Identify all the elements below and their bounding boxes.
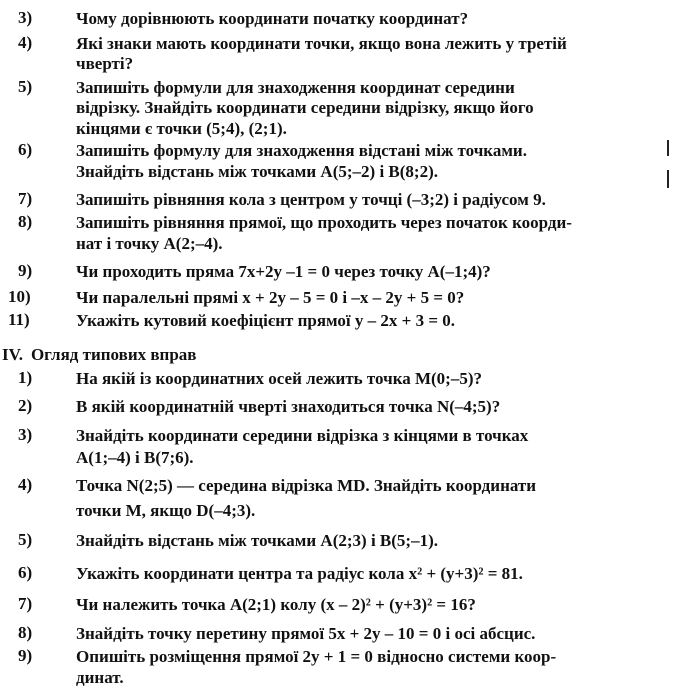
margin-mark xyxy=(667,170,669,188)
item-text-line: Укажіть кутовий коефіцієнт прямої y – 2x + 3 = 0. xyxy=(76,311,456,330)
item-text-line: На якій із координатних осей лежить точка M(0;–5)? xyxy=(76,369,483,388)
item-text-line: Запишіть формулу для знаходження відстані між точками. xyxy=(76,141,527,160)
item-number: 8) xyxy=(18,623,33,642)
item-text-line: Запишіть рівняння кола з центром у точці (–3;2) і радіусом 9. xyxy=(76,190,546,209)
item-text-line: нат і точку A(2;–4). xyxy=(76,234,223,253)
item-text-line: динат. xyxy=(76,668,124,687)
item-number: 3) xyxy=(18,8,33,27)
margin-mark xyxy=(667,140,669,156)
item-text-line: Укажіть координати центра та радіус кола x² + (y+3)² = 81. xyxy=(76,564,523,583)
item-number: 5) xyxy=(18,530,33,549)
item-text-line: A(1;–4) і B(7;6). xyxy=(76,448,194,467)
item-text-line: Чи належить точка A(2;1) колу (x – 2)² + (y+3)² = 16? xyxy=(76,595,476,614)
item-text-line: кінцями є точки (5;4), (2;1). xyxy=(76,119,287,138)
item-number: 1) xyxy=(18,368,33,387)
item-text-line: Знайдіть відстань між точками A(5;–2) і B(8;2). xyxy=(76,162,438,181)
section-title: Огляд типових вправ xyxy=(30,345,197,364)
item-number: 6) xyxy=(18,563,33,582)
item-text-line: Точка N(2;5) — середина відрізка MD. Знайдіть координати xyxy=(76,476,537,495)
item-text-line: точки M, якщо D(–4;3). xyxy=(76,501,256,520)
item-number: 11) xyxy=(8,310,30,329)
item-text-line: Знайдіть координати середини відрізка з кінцями в точках xyxy=(76,426,529,445)
item-text-line: В якій координатній чверті знаходиться точка N(–4;5)? xyxy=(76,397,501,416)
item-number: 9) xyxy=(18,646,33,665)
item-text-line: Запишіть рівняння прямої, що проходить через початок коорди- xyxy=(76,213,572,232)
item-number: 4) xyxy=(18,33,33,52)
section-heading xyxy=(2,344,196,366)
item-text-line: Які знаки мають координати точки, якщо вона лежить у третій xyxy=(76,34,567,53)
item-text-line: Чому дорівнюють координати початку координат? xyxy=(76,9,469,28)
item-number: 5) xyxy=(18,77,33,96)
item-number: 7) xyxy=(18,594,33,613)
item-text-line: Опишіть розміщення прямої 2y + 1 = 0 відносно системи коор- xyxy=(76,647,557,666)
item-number: 7) xyxy=(18,189,33,208)
section-number: IV. xyxy=(2,345,23,364)
item-number: 3) xyxy=(18,425,33,444)
item-text-line: Запишіть формули для знаходження координат середини xyxy=(76,78,515,97)
item-text-line: чверті? xyxy=(76,54,134,73)
item-number: 10) xyxy=(8,287,31,306)
item-text-line: Чи проходить пряма 7x+2y –1 = 0 через точку A(–1;4)? xyxy=(76,262,491,281)
item-number: 4) xyxy=(18,475,33,494)
item-text-line: відрізку. Знайдіть координати середини відрізку, якщо його xyxy=(76,98,534,117)
item-number: 9) xyxy=(18,261,33,280)
item-text-line: Знайдіть відстань між точками A(2;3) і B(5;–1). xyxy=(76,531,438,550)
item-text-line: Чи паралельні прямі x + 2y – 5 = 0 і –x – 2y + 5 = 0? xyxy=(76,288,465,307)
item-text-line: Знайдіть точку перетину прямої 5x + 2y – 10 = 0 і осі абсцис. xyxy=(76,624,536,643)
item-number: 8) xyxy=(18,212,33,231)
item-number: 6) xyxy=(18,140,33,159)
item-number: 2) xyxy=(18,396,33,415)
